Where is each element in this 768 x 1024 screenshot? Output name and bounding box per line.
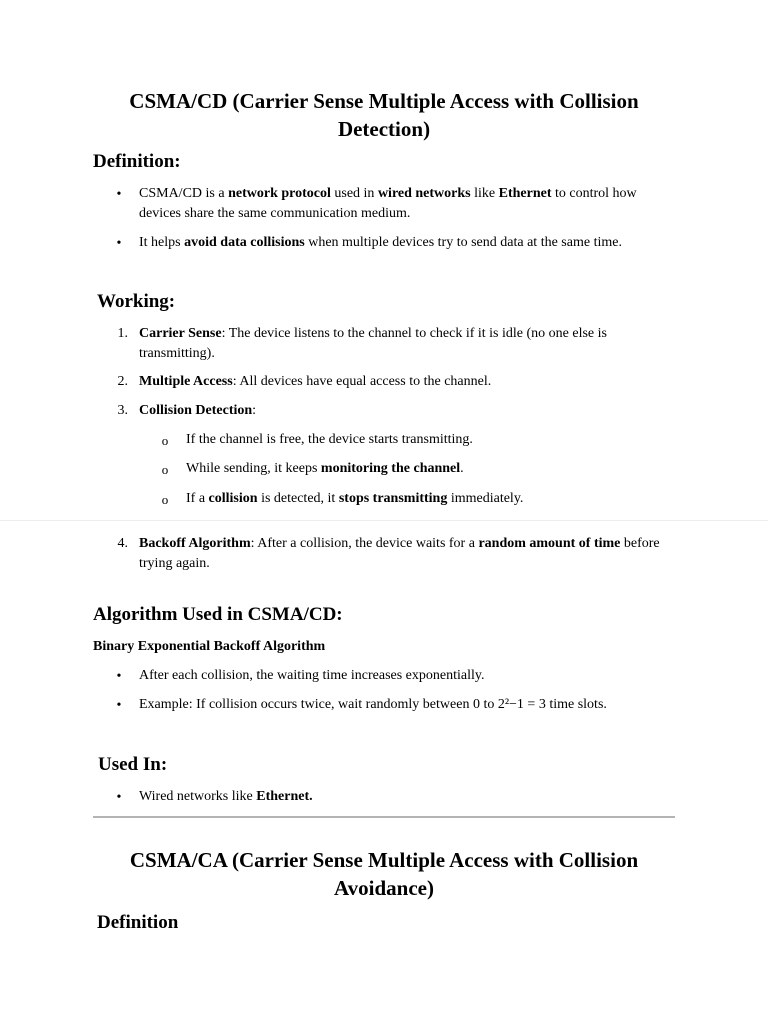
algorithm-heading: Algorithm Used in CSMA/CD:: [93, 604, 343, 625]
list-number: 4.: [117, 536, 128, 551]
working-item-carrier-sense: Carrier Sense: The device listens to the channel to check if it is idle (no one else is transmitting).: [139, 326, 607, 361]
list-number: 2.: [117, 374, 128, 389]
used-in-item: Wired networks like Ethernet.: [139, 789, 313, 804]
working-item-collision-detection: Collision Detection:: [139, 403, 257, 418]
ca-definition-heading: Definition: [97, 912, 179, 933]
circle-bullet-icon: o: [161, 462, 169, 477]
working-item-backoff: Backoff Algorithm: After a collision, the device waits for a random amount of time before trying again.: [139, 536, 660, 571]
working-item-multiple-access: Multiple Access: All devices have equal access to the channel.: [139, 374, 492, 389]
used-in-heading: Used In:: [98, 754, 168, 775]
list-number: 3.: [117, 403, 128, 418]
definition-item-1: CSMA/CD is a network protocol used in wired networks like Ethernet to control how devices share the same communication medium.: [139, 186, 637, 221]
algorithm-subheading: Binary Exponential Backoff Algorithm: [93, 639, 326, 654]
csma-ca-title: CSMA/CA (Carrier Sense Multiple Access with Collision Avoidance): [129, 848, 639, 900]
bullet-icon: •: [116, 698, 122, 713]
algorithm-item-2: Example: If collision occurs twice, wait randomly between 0 to 2²−1 = 3 time slots.: [139, 697, 607, 712]
horizontal-rule: [93, 816, 675, 818]
sub-item-collision-detected: If a collision is detected, it stops transmitting immediately.: [186, 491, 524, 506]
working-heading: Working:: [97, 291, 176, 312]
bullet-icon: •: [116, 790, 122, 805]
circle-bullet-icon: o: [161, 492, 169, 507]
bullet-icon: •: [116, 669, 122, 684]
definition-heading: Definition:: [93, 151, 181, 172]
circle-bullet-icon: o: [161, 433, 169, 448]
definition-item-2: It helps avoid data collisions when multiple devices try to send data at the same time.: [139, 235, 622, 250]
sub-item-monitoring: While sending, it keeps monitoring the channel.: [186, 461, 464, 476]
algorithm-item-1: After each collision, the waiting time increases exponentially.: [139, 668, 485, 683]
bullet-icon: •: [116, 236, 122, 251]
page-break: [0, 520, 768, 521]
csma-cd-title: CSMA/CD (Carrier Sense Multiple Access with Collision Detection): [129, 89, 639, 141]
bullet-icon: •: [116, 187, 122, 202]
list-number: 1.: [117, 326, 128, 341]
sub-item-channel-free: If the channel is free, the device starts transmitting.: [186, 432, 473, 447]
